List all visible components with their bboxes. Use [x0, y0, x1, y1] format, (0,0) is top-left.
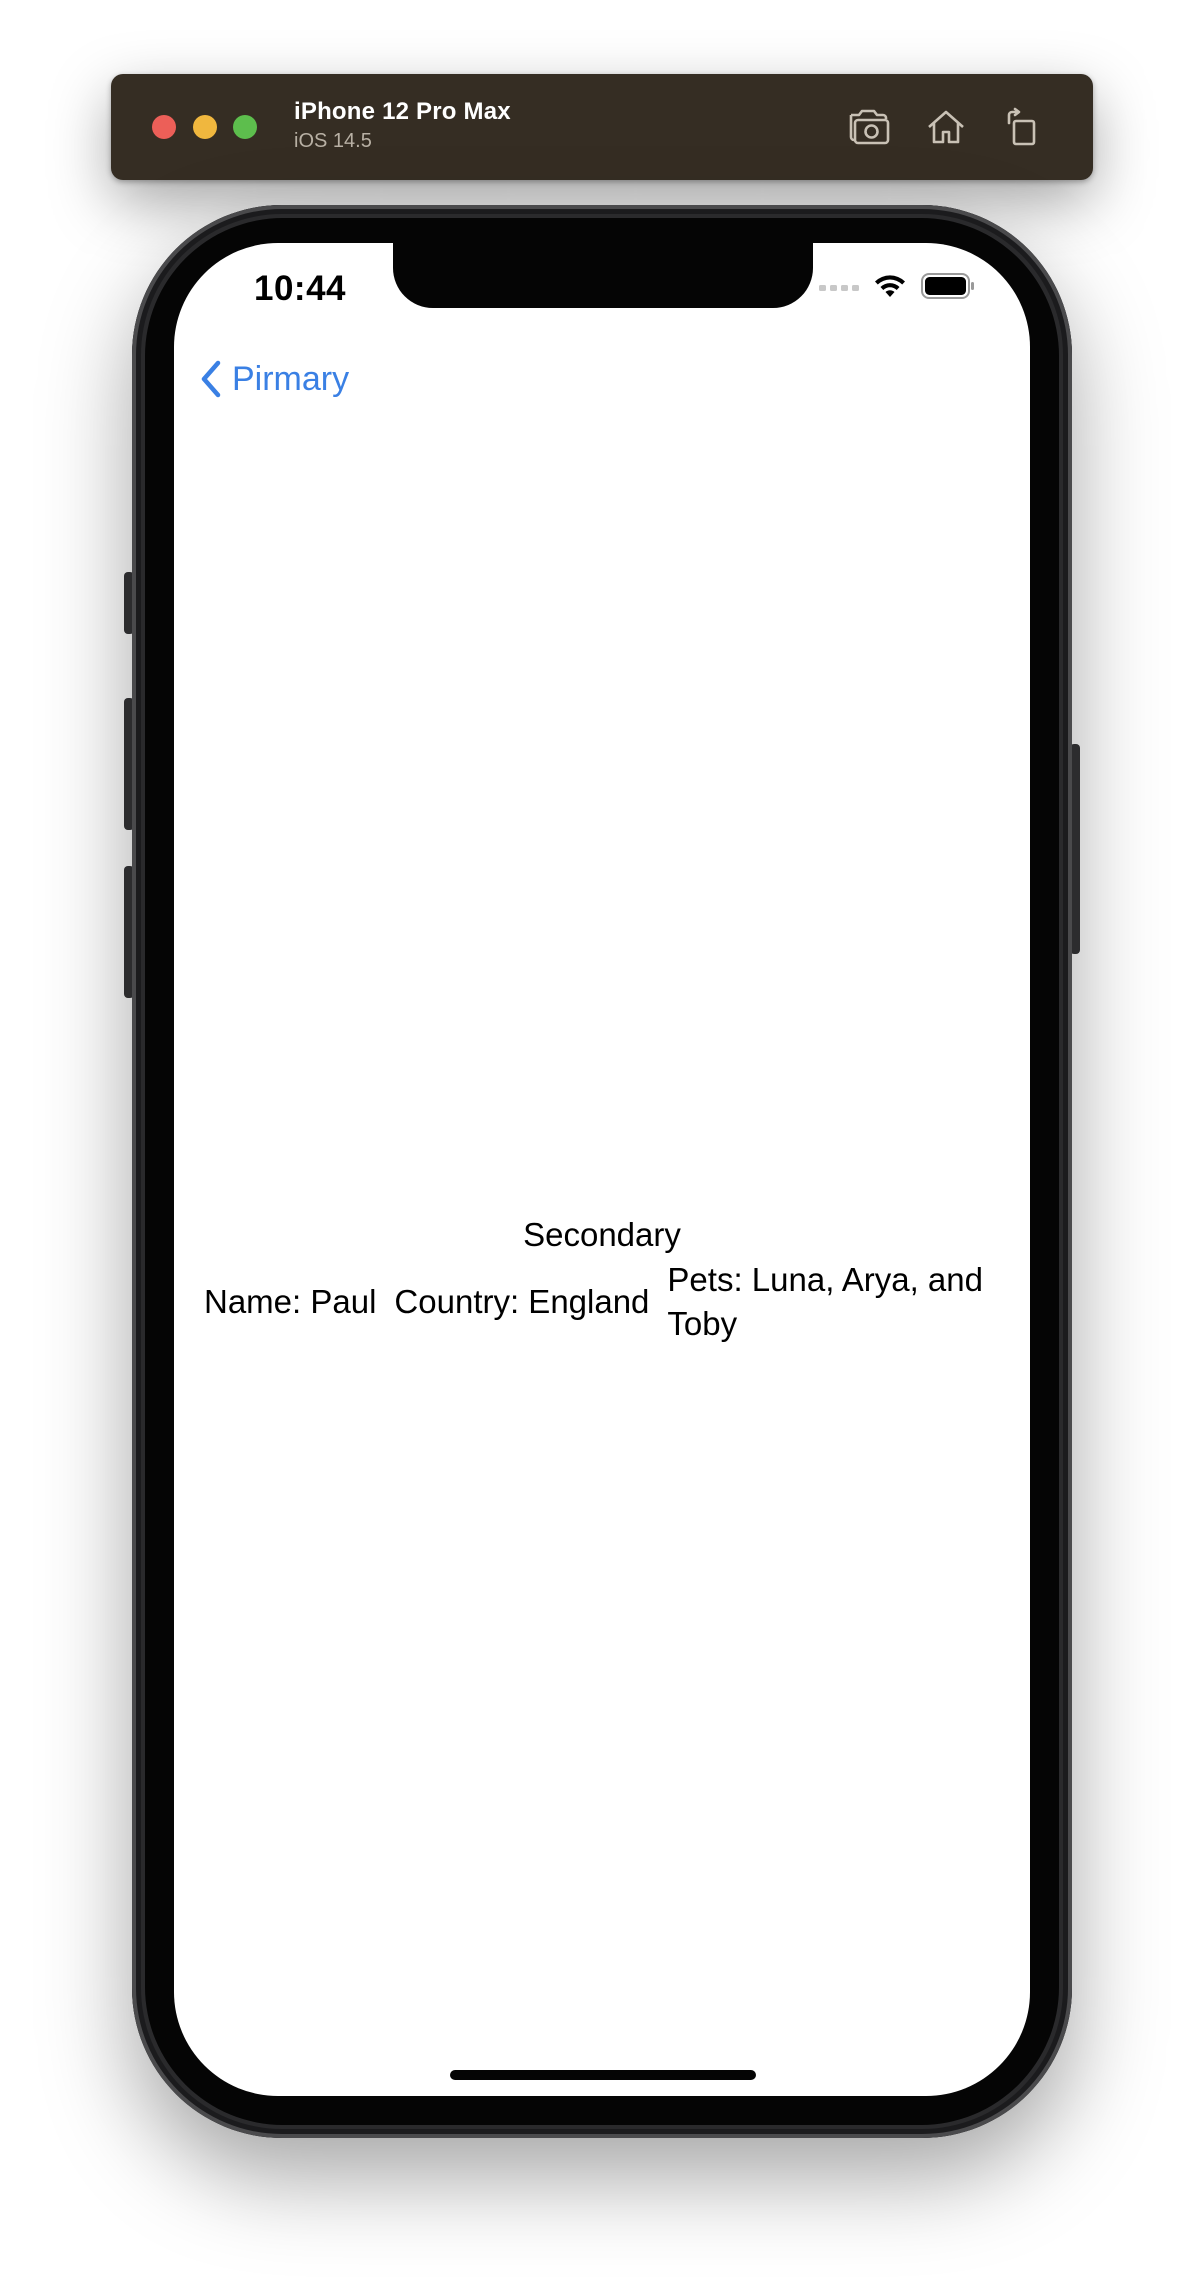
- device-name: iPhone 12 Pro Max: [294, 98, 511, 125]
- country-text: Country: England: [394, 1283, 650, 1320]
- wifi-icon: [873, 273, 907, 299]
- screenshot-button[interactable]: [846, 104, 892, 150]
- screenshot-icon: [847, 108, 891, 146]
- cellular-icon: [819, 281, 859, 291]
- status-icons: [819, 273, 975, 299]
- home-button[interactable]: [923, 104, 969, 150]
- back-button[interactable]: [198, 359, 349, 399]
- rotate-button[interactable]: [998, 104, 1044, 150]
- status-time: 10:44: [254, 269, 347, 308]
- home-icon: [926, 108, 966, 146]
- zoom-window-button[interactable]: [233, 115, 257, 139]
- chevron-left-icon: [198, 359, 224, 399]
- simulator-title-bar: [111, 74, 1093, 180]
- close-window-button[interactable]: [152, 115, 176, 139]
- home-indicator[interactable]: [450, 2070, 756, 2080]
- back-button-label: Pirmary: [232, 359, 350, 398]
- detail-row: [204, 1258, 997, 1346]
- name-text: Name: Paul: [204, 1283, 377, 1320]
- page-title: Secondary: [523, 1216, 681, 1253]
- rotate-icon: [1003, 107, 1039, 147]
- notch: [393, 243, 813, 308]
- os-version: iOS 14.5: [294, 130, 372, 152]
- battery-icon: [921, 273, 975, 299]
- minimize-window-button[interactable]: [193, 115, 217, 139]
- phone-screen: [174, 243, 1030, 2096]
- pets-text: Pets: Luna, Arya, and Toby: [667, 1261, 983, 1342]
